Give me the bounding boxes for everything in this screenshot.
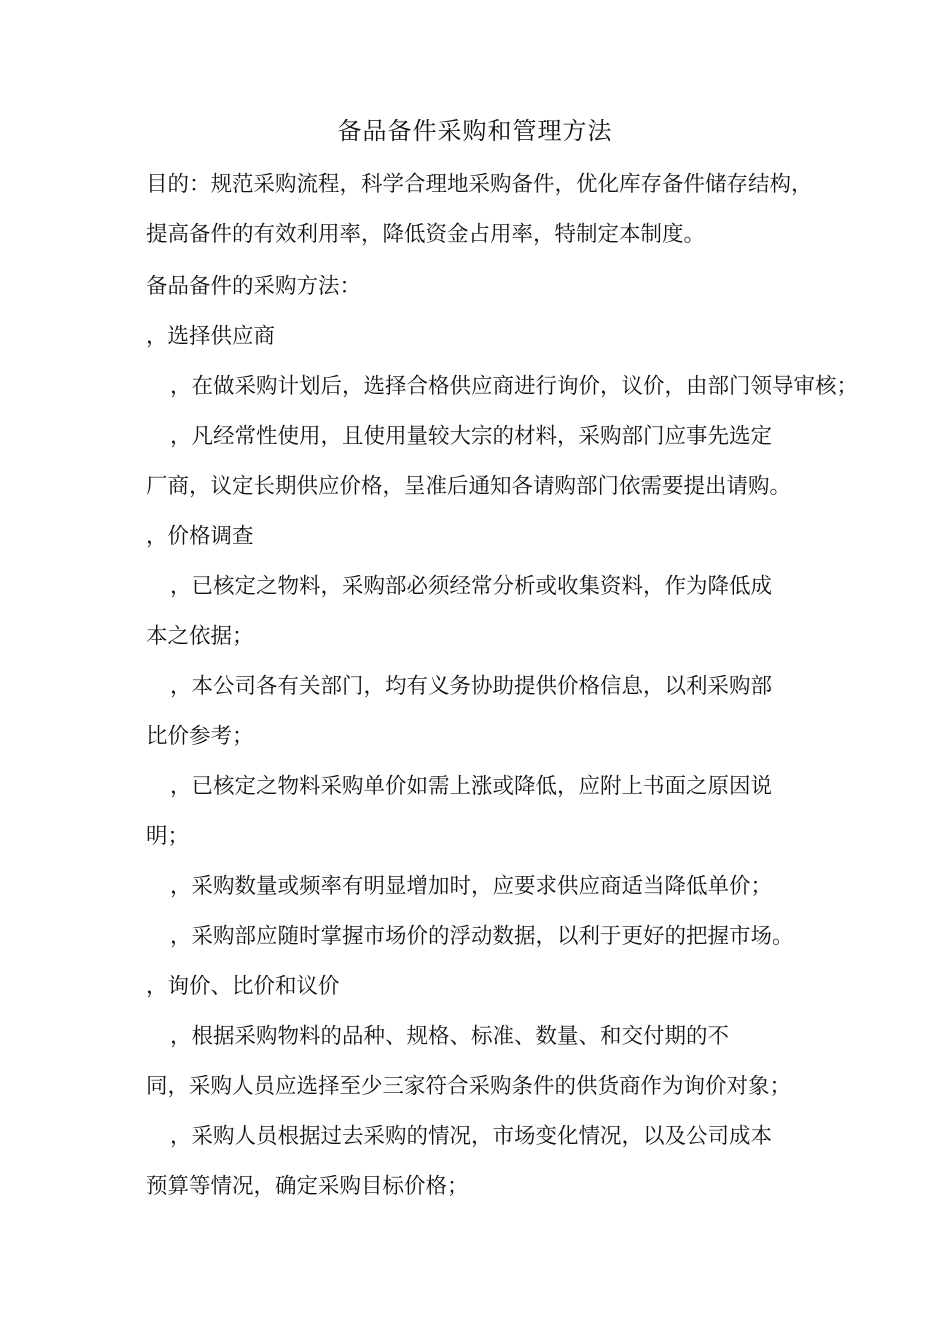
list-item-continuation: 同，采购人员应选择至少三家符合采购条件的供货商作为询价对象；: [146, 1074, 792, 1099]
subsection-heading: ，选择供应商: [146, 324, 276, 349]
list-item-continuation: 本之依据；: [146, 624, 254, 649]
list-item: ，已核定之物料采购单价如需上涨或降低，应附上书面之原因说: [170, 774, 773, 799]
list-item: ，在做采购计划后，选择合格供应商进行询价，议价，由部门领导审核；: [170, 374, 859, 399]
list-item: ，本公司各有关部门，均有义务协助提供价格信息，以利采购部: [170, 674, 773, 699]
paragraph-line: 目的：规范采购流程，科学合理地采购备件，优化库存备件储存结构，: [146, 172, 813, 197]
list-item: ，采购人员根据过去采购的情况，市场变化情况，以及公司成本: [170, 1124, 773, 1149]
document-title: 备品备件采购和管理方法: [337, 117, 613, 145]
list-item: ，凡经常性使用，且使用量较大宗的材料，采购部门应事先选定: [170, 424, 773, 449]
list-item: ，采购部应随时掌握市场价的浮动数据，以利于更好的把握市场。: [170, 924, 794, 949]
list-item: ，已核定之物料，采购部必须经常分析或收集资料，作为降低成: [170, 574, 773, 599]
subsection-heading: ，询价、比价和议价: [146, 974, 340, 999]
list-item-continuation: 明；: [146, 824, 190, 849]
paragraph-line: 提高备件的有效利用率，降低资金占用率，特制定本制度。: [146, 222, 706, 247]
section-heading: 备品备件的采购方法：: [146, 274, 362, 299]
list-item-continuation: 厂商，议定长期供应价格，呈准后通知各请购部门依需要提出请购。: [146, 474, 792, 499]
list-item: ，采购数量或频率有明显增加时，应要求供应商适当降低单价；: [170, 874, 773, 899]
subsection-heading: ，价格调查: [146, 524, 254, 549]
list-item-continuation: 比价参考；: [146, 724, 254, 749]
list-item-continuation: 预算等情况，确定采购目标价格；: [146, 1174, 469, 1199]
list-item: ，根据采购物料的品种、规格、标准、数量、和交付期的不: [170, 1024, 730, 1049]
